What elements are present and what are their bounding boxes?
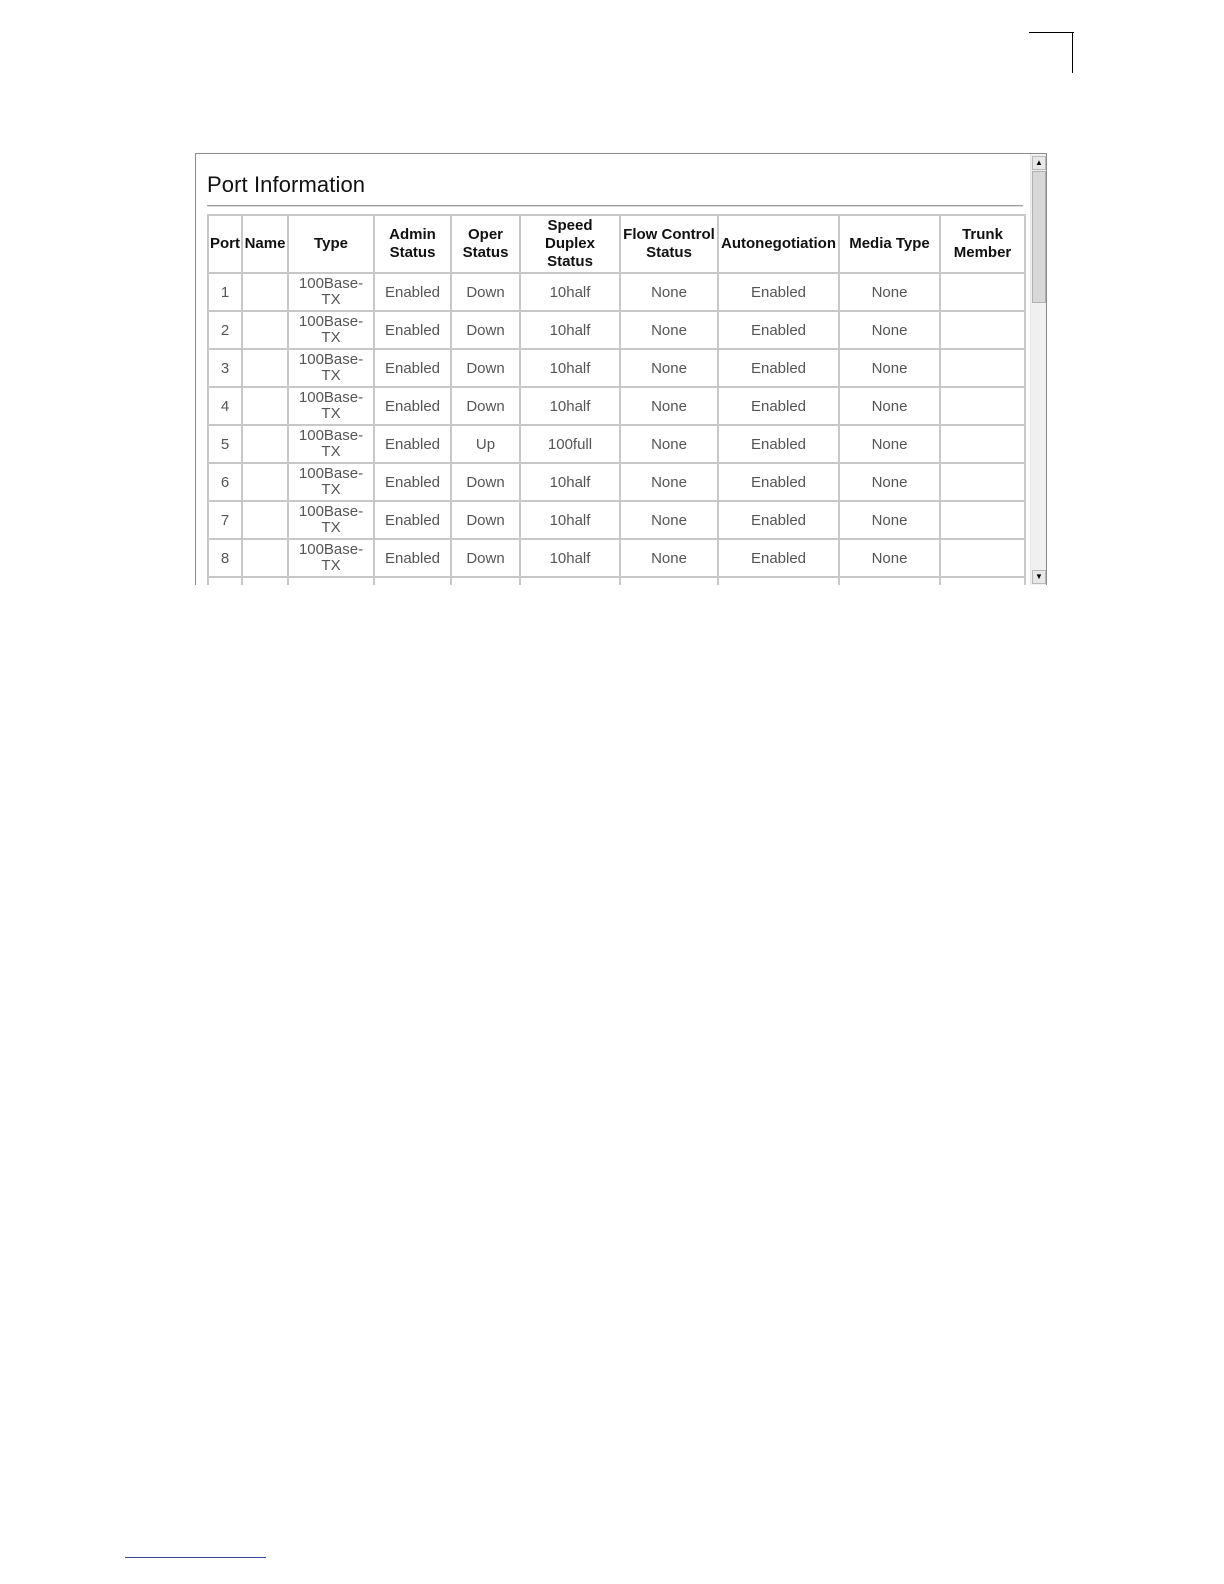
cell-media-type: None (839, 311, 940, 349)
cell-oper-status: Up (451, 425, 520, 463)
cell-flow-control-status: None (620, 387, 718, 425)
table-row (208, 539, 1025, 577)
column-header-media-type[interactable]: Media Type (839, 215, 940, 273)
column-header-trunk-member[interactable]: Trunk Member (940, 215, 1025, 273)
cell-flow-control-status: None (620, 425, 718, 463)
cell-media-type: None (839, 501, 940, 539)
cell-speed-duplex-status: 10half (520, 273, 620, 311)
table-header-row (208, 215, 1025, 273)
cell-flow-control-status: None (620, 273, 718, 311)
cell-type: 100Base- TX (288, 501, 374, 539)
cell-trunk-member (940, 425, 1025, 463)
cell-autonegotiation: Enabled (718, 539, 839, 577)
table-row (208, 463, 1025, 501)
cell-port: 3 (208, 349, 242, 387)
cell-trunk-member (940, 273, 1025, 311)
cell-speed-duplex-status: 10half (520, 463, 620, 501)
cell-autonegotiation: Enabled (718, 273, 839, 311)
cell-autonegotiation: Enabled (718, 349, 839, 387)
table-cell-empty (208, 577, 242, 585)
table-cell-empty (451, 577, 520, 585)
cell-oper-status: Down (451, 311, 520, 349)
cell-port: 5 (208, 425, 242, 463)
cell-trunk-member (940, 387, 1025, 425)
footnote-rule (125, 1557, 266, 1558)
cell-speed-duplex-status: 10half (520, 387, 620, 425)
cell-admin-status: Enabled (374, 387, 451, 425)
cell-type: 100Base- TX (288, 349, 374, 387)
cell-type: 100Base- TX (288, 273, 374, 311)
cell-media-type: None (839, 425, 940, 463)
table-row (208, 387, 1025, 425)
table-row-partial (208, 577, 1025, 585)
cell-name (242, 311, 288, 349)
column-header-speed-duplex-status[interactable]: Speed Duplex Status (520, 215, 620, 273)
column-header-name[interactable]: Name (242, 215, 288, 273)
column-header-oper-status[interactable]: Oper Status (451, 215, 520, 273)
cell-name (242, 463, 288, 501)
cell-speed-duplex-status: 10half (520, 349, 620, 387)
cell-media-type: None (839, 387, 940, 425)
crop-mark-vertical (1072, 32, 1073, 73)
cell-media-type: None (839, 273, 940, 311)
cell-autonegotiation: Enabled (718, 501, 839, 539)
table-cell-empty (839, 577, 940, 585)
cell-name (242, 273, 288, 311)
scroll-down-icon[interactable]: ▼ (1032, 570, 1046, 584)
cell-autonegotiation: Enabled (718, 463, 839, 501)
cell-speed-duplex-status: 100full (520, 425, 620, 463)
table-cell-empty (940, 577, 1025, 585)
cell-trunk-member (940, 539, 1025, 577)
cell-flow-control-status: None (620, 539, 718, 577)
cell-flow-control-status: None (620, 311, 718, 349)
cell-type: 100Base- TX (288, 387, 374, 425)
cell-speed-duplex-status: 10half (520, 311, 620, 349)
cell-speed-duplex-status: 10half (520, 501, 620, 539)
column-header-flow-control-status[interactable]: Flow Control Status (620, 215, 718, 273)
port-information-table (207, 214, 1026, 585)
table-cell-empty (288, 577, 374, 585)
cell-oper-status: Down (451, 349, 520, 387)
table-cell-empty (242, 577, 288, 585)
cell-type: 100Base- TX (288, 539, 374, 577)
table-row (208, 425, 1025, 463)
cell-trunk-member (940, 311, 1025, 349)
cell-autonegotiation: Enabled (718, 311, 839, 349)
table-row (208, 311, 1025, 349)
table-cell-empty (620, 577, 718, 585)
column-header-type[interactable]: Type (288, 215, 374, 273)
cell-trunk-member (940, 349, 1025, 387)
cell-speed-duplex-status: 10half (520, 539, 620, 577)
cell-name (242, 539, 288, 577)
cell-port: 8 (208, 539, 242, 577)
column-header-port[interactable]: Port (208, 215, 242, 273)
cell-oper-status: Down (451, 539, 520, 577)
cell-admin-status: Enabled (374, 463, 451, 501)
cell-flow-control-status: None (620, 501, 718, 539)
cell-trunk-member (940, 463, 1025, 501)
column-header-autonegotiation[interactable]: Autonegotiation (718, 215, 839, 273)
cell-port: 4 (208, 387, 242, 425)
cell-autonegotiation: Enabled (718, 387, 839, 425)
page-content (196, 154, 1028, 585)
cell-admin-status: Enabled (374, 539, 451, 577)
cell-type: 100Base- TX (288, 425, 374, 463)
cell-port: 7 (208, 501, 242, 539)
cell-admin-status: Enabled (374, 501, 451, 539)
table-cell-empty (374, 577, 451, 585)
cell-name (242, 425, 288, 463)
cell-oper-status: Down (451, 463, 520, 501)
cell-port: 6 (208, 463, 242, 501)
port-information-window (195, 153, 1047, 585)
page-title: Port Information (207, 172, 366, 197)
cell-type: 100Base- TX (288, 463, 374, 501)
cell-name (242, 387, 288, 425)
column-header-admin-status[interactable]: Admin Status (374, 215, 451, 273)
table-cell-empty (520, 577, 620, 585)
table-row (208, 273, 1025, 311)
cell-flow-control-status: None (620, 349, 718, 387)
cell-media-type: None (839, 349, 940, 387)
cell-media-type: None (839, 539, 940, 577)
cell-flow-control-status: None (620, 463, 718, 501)
crop-mark-horizontal (1029, 32, 1074, 33)
cell-oper-status: Down (451, 273, 520, 311)
cell-media-type: None (839, 463, 940, 501)
table-row (208, 501, 1025, 539)
scrollbar-thumb[interactable] (1032, 171, 1046, 303)
cell-type: 100Base- TX (288, 311, 374, 349)
cell-admin-status: Enabled (374, 273, 451, 311)
table-row (208, 349, 1025, 387)
cell-admin-status: Enabled (374, 349, 451, 387)
cell-port: 2 (208, 311, 242, 349)
title-divider (207, 205, 1023, 207)
cell-trunk-member (940, 501, 1025, 539)
cell-name (242, 501, 288, 539)
scroll-up-icon[interactable]: ▲ (1032, 156, 1046, 170)
cell-admin-status: Enabled (374, 425, 451, 463)
table-cell-empty (718, 577, 839, 585)
cell-admin-status: Enabled (374, 311, 451, 349)
cell-port: 1 (208, 273, 242, 311)
cell-oper-status: Down (451, 387, 520, 425)
vertical-scrollbar[interactable] (1030, 154, 1047, 585)
cell-autonegotiation: Enabled (718, 425, 839, 463)
cell-name (242, 349, 288, 387)
cell-oper-status: Down (451, 501, 520, 539)
